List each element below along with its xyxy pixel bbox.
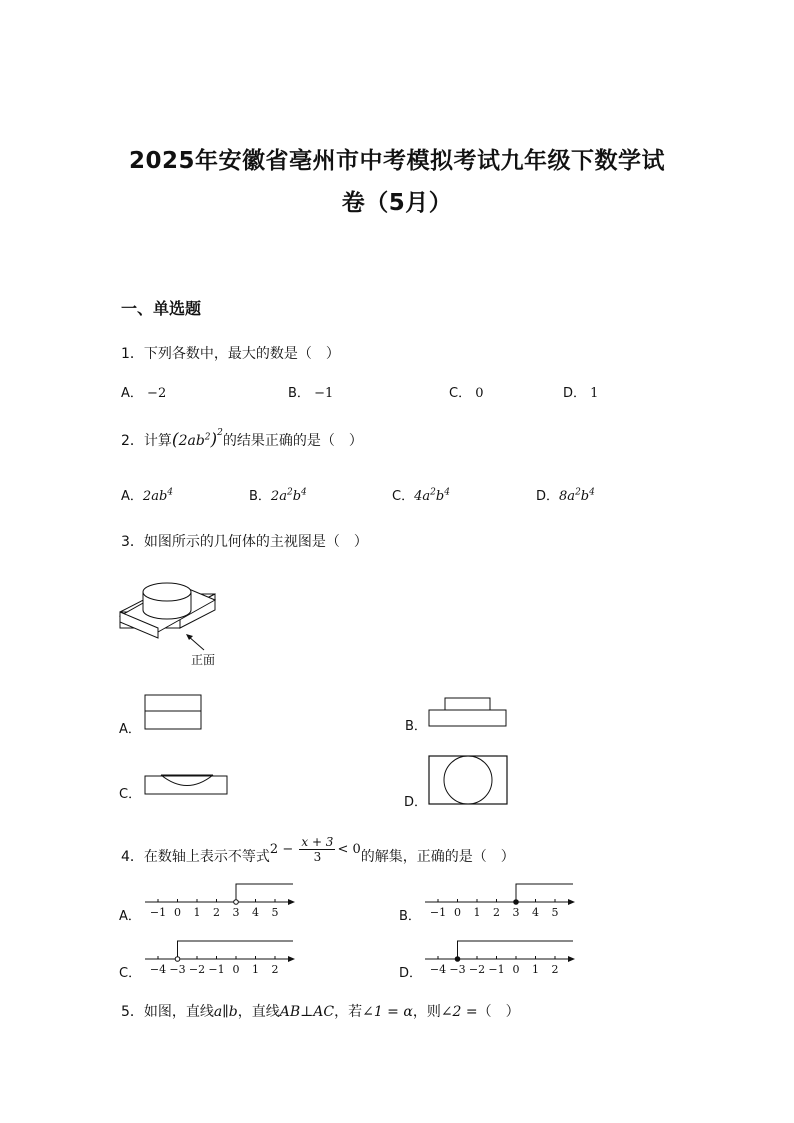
fraction-denominator: 3 — [313, 849, 322, 864]
option-label: D． — [536, 489, 560, 504]
tick-label: 0 — [174, 906, 181, 919]
stem-prefix: 4．在数轴上表示不等式 — [121, 849, 270, 865]
ineq-left: 2 − — [269, 841, 294, 857]
option-expr: $4a^2b^4$ — [414, 487, 450, 504]
page-title-line2: 卷（5月） — [341, 190, 453, 216]
q3-option-d-figure — [428, 755, 510, 807]
option-value: −2 — [147, 386, 167, 401]
q4-option-a-numberline — [143, 880, 298, 920]
q1-option-c[interactable] — [449, 382, 484, 401]
option-value: 1 — [590, 386, 599, 401]
q4-option-c-numberline — [143, 937, 298, 977]
question-5-stem — [121, 1001, 520, 1021]
tick-label: 1 — [252, 963, 259, 976]
q4-option-a-label[interactable]: A． — [119, 909, 141, 924]
tick-label: −3 — [169, 963, 186, 976]
tick-label: −4 — [149, 963, 167, 976]
solution-ray — [516, 884, 573, 902]
option-label: C． — [392, 489, 415, 504]
tick-label: 4 — [252, 906, 259, 919]
tick-label: −2 — [468, 963, 486, 976]
q3-option-a-figure — [144, 694, 204, 732]
q4-option-d-label[interactable]: D． — [399, 966, 423, 981]
option-label: D． — [563, 386, 587, 401]
solution-ray — [458, 941, 574, 959]
q2-option-d[interactable] — [536, 485, 595, 504]
page-title-line1: 2025年安徽省亳州市中考模拟考试九年级下数学试 — [128, 148, 665, 174]
q1-option-a[interactable] — [121, 382, 166, 401]
q2-option-c[interactable] — [392, 485, 450, 504]
ineq-right: < 0 — [337, 841, 361, 857]
tick-label: −1 — [149, 906, 167, 919]
inequality — [270, 835, 361, 864]
option-label: C． — [449, 386, 472, 401]
q4-option-b-label[interactable]: B． — [399, 909, 421, 924]
tick-label: −4 — [429, 963, 447, 976]
stem-prefix: 2．计算 — [121, 433, 172, 449]
open-point — [175, 957, 180, 962]
expr-outer-exponent: 2 — [217, 428, 223, 439]
q4-option-d-numberline — [423, 937, 578, 977]
expr-inner-exponent: 2 — [204, 432, 211, 443]
tick-label: 1 — [193, 906, 201, 919]
front-label: 正面 — [191, 653, 216, 667]
tick-label: 3 — [512, 906, 520, 919]
open-point — [234, 900, 239, 905]
stem-part: （ ） — [477, 1004, 520, 1020]
expr-close: ) — [210, 430, 218, 450]
q4-option-b-numberline — [423, 880, 578, 920]
tick-label: 2 — [271, 963, 279, 976]
axis-arrow — [288, 899, 295, 905]
tick-label: −3 — [449, 963, 466, 976]
option-expr: $8a^2b^4$ — [559, 487, 595, 504]
tick-label: 5 — [551, 906, 559, 919]
option-expr: $2ab^4$ — [142, 487, 174, 504]
option-label: A． — [121, 489, 143, 504]
tick-label: 1 — [532, 963, 539, 976]
tick-label: −1 — [429, 906, 447, 919]
question-4-stem — [121, 832, 515, 866]
question-2-stem — [121, 430, 363, 450]
stem-part: ，则 — [412, 1004, 441, 1020]
stem-suffix: 的结果正确的是（ ） — [222, 433, 363, 449]
option-label: A． — [121, 386, 143, 401]
tick-label: −1 — [488, 963, 505, 976]
tick-label: 2 — [213, 906, 220, 919]
option-label: B． — [249, 489, 271, 504]
section-heading: 一、单选题 — [121, 299, 202, 318]
q3-option-d-label[interactable]: D． — [404, 795, 428, 810]
tick-label: 3 — [232, 906, 240, 919]
math-expr: a∥b — [213, 1004, 238, 1020]
tick-label: 0 — [512, 963, 520, 976]
tick-label: −2 — [188, 963, 206, 976]
stem-part: ，直线 — [237, 1004, 280, 1020]
q2-option-b[interactable] — [249, 485, 307, 504]
expression: $(2ab^2)^2$ — [171, 428, 223, 450]
q1-option-d[interactable] — [563, 382, 598, 401]
tick-label: 1 — [473, 906, 481, 919]
option-label: B． — [288, 386, 310, 401]
axis-arrow — [568, 899, 575, 905]
math-expr: AB⊥AC — [279, 1004, 335, 1020]
option-value: −1 — [314, 386, 334, 401]
q3-option-a-label[interactable]: A． — [119, 722, 141, 737]
axis-arrow — [568, 956, 575, 962]
math-expr: ∠2 = — [440, 1004, 478, 1020]
stem-part: 5．如图，直线 — [121, 1004, 214, 1020]
q3-option-c-figure — [143, 760, 231, 798]
math-expr: ∠1 = α — [362, 1004, 413, 1020]
solution-ray — [178, 941, 294, 959]
fraction — [299, 835, 335, 864]
q2-option-a[interactable] — [121, 485, 173, 504]
axis-arrow — [288, 956, 295, 962]
tick-label: 2 — [551, 963, 559, 976]
option-expr: $2a^2b^4$ — [270, 487, 307, 504]
stem-suffix: 的解集，正确的是（ ） — [360, 849, 515, 865]
closed-point — [514, 900, 519, 905]
option-value: 0 — [475, 386, 484, 401]
question-1-stem: 1．下列各数中，最大的数是（ ） — [121, 346, 340, 362]
tick-label: 2 — [493, 906, 500, 919]
q3-option-c-label[interactable]: C． — [119, 787, 142, 802]
fraction-numerator: x + 3 — [301, 834, 334, 849]
tick-label: 0 — [454, 906, 461, 919]
solution-ray — [236, 884, 293, 902]
q4-option-c-label[interactable]: C． — [119, 966, 142, 981]
stem-part: ，若 — [334, 1004, 363, 1020]
tick-label: 0 — [232, 963, 240, 976]
closed-point — [455, 957, 460, 962]
q3-option-b-label[interactable]: B． — [405, 719, 427, 734]
q3-option-b-figure — [428, 697, 510, 729]
question-3-stem: 3．如图所示的几何体的主视图是（ ） — [121, 534, 368, 550]
tick-label: 4 — [532, 906, 539, 919]
tick-label: 5 — [271, 906, 279, 919]
q1-option-b[interactable] — [288, 382, 333, 401]
tick-label: −1 — [208, 963, 225, 976]
